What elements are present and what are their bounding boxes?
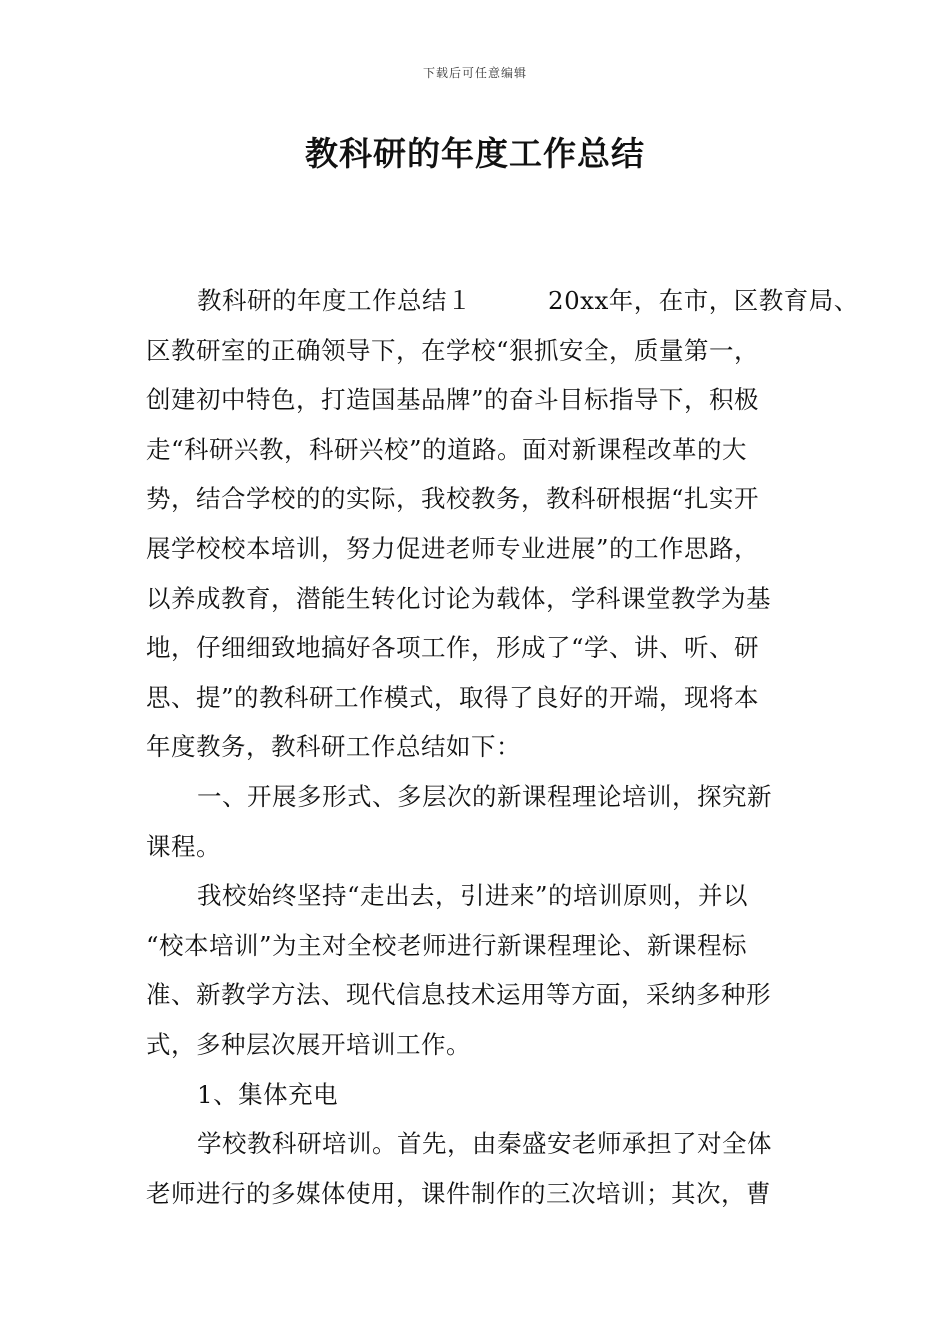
header-note: 下载后可任意编辑 (422, 66, 527, 80)
document-body (146, 276, 859, 1218)
paragraph-5-line-1: 学校教科研培训。首先，由秦盛安老师承担了对全体 (197, 1129, 772, 1159)
paragraph-1-line-8: 地，仔细细致地搞好各项工作，形成了“学、讲、听、研 (146, 633, 760, 663)
paragraph-3-line-4: 式，多种层次展开培训工作。 (146, 1029, 471, 1059)
paragraph-1-line-5: 势，结合学校的的实际，我校教务，教科研根据“扎实开 (146, 484, 760, 514)
paragraph-1-lead: 教科研的年度工作总结１ (197, 286, 472, 315)
paragraph-1-line-4: 走“科研兴教，科研兴校”的道路。面对新课程改革的大 (146, 434, 748, 464)
paragraph-5-line-2: 老师进行的多媒体使用，课件制作的三次培训；其次，曹 (146, 1178, 771, 1208)
paragraph-1-line-9: 思、提”的教科研工作模式，取得了良好的开端，现将本 (146, 682, 760, 712)
paragraph-1-line-6: 展学校校本培训，努力促进老师专业进展”的工作思路， (146, 533, 760, 563)
paragraph-1-line-7: 以养成教育，潜能生转化讨论为载体，学科课堂教学为基 (146, 583, 771, 613)
paragraph-3-line-2: “校本培训”为主对全校老师进行新课程理论、新课程标 (146, 930, 748, 960)
paragraph-3-line-1: 我校始终坚持“走出去，引进来”的培训原则，并以 (197, 881, 749, 911)
document-title: 教科研的年度工作总结 (305, 134, 645, 173)
paragraph-1-line-1 (146, 276, 859, 326)
paragraph-1-line-2: 区教研室的正确领导下，在学校“狠抓安全，质量第一， (146, 335, 760, 365)
paragraph-1-line-1-rest: 20xx年，在市，区教育局、 (548, 286, 859, 315)
paragraph-2-line-2: 课程。 (146, 831, 221, 861)
paragraph-3-line-3: 准、新教学方法、现代信息技术运用等方面，采纳多种形 (146, 980, 771, 1010)
paragraph-1-line-3: 创建初中特色，打造国基品牌”的奋斗目标指导下，积极 (146, 385, 760, 415)
paragraph-2-line-1: 一、开展多形式、多层次的新课程理论培训，探究新 (197, 781, 772, 811)
paragraph-1-line-10: 年度教务，教科研工作总结如下： (146, 732, 521, 762)
section-heading-1: 1、集体充电 (197, 1079, 339, 1109)
